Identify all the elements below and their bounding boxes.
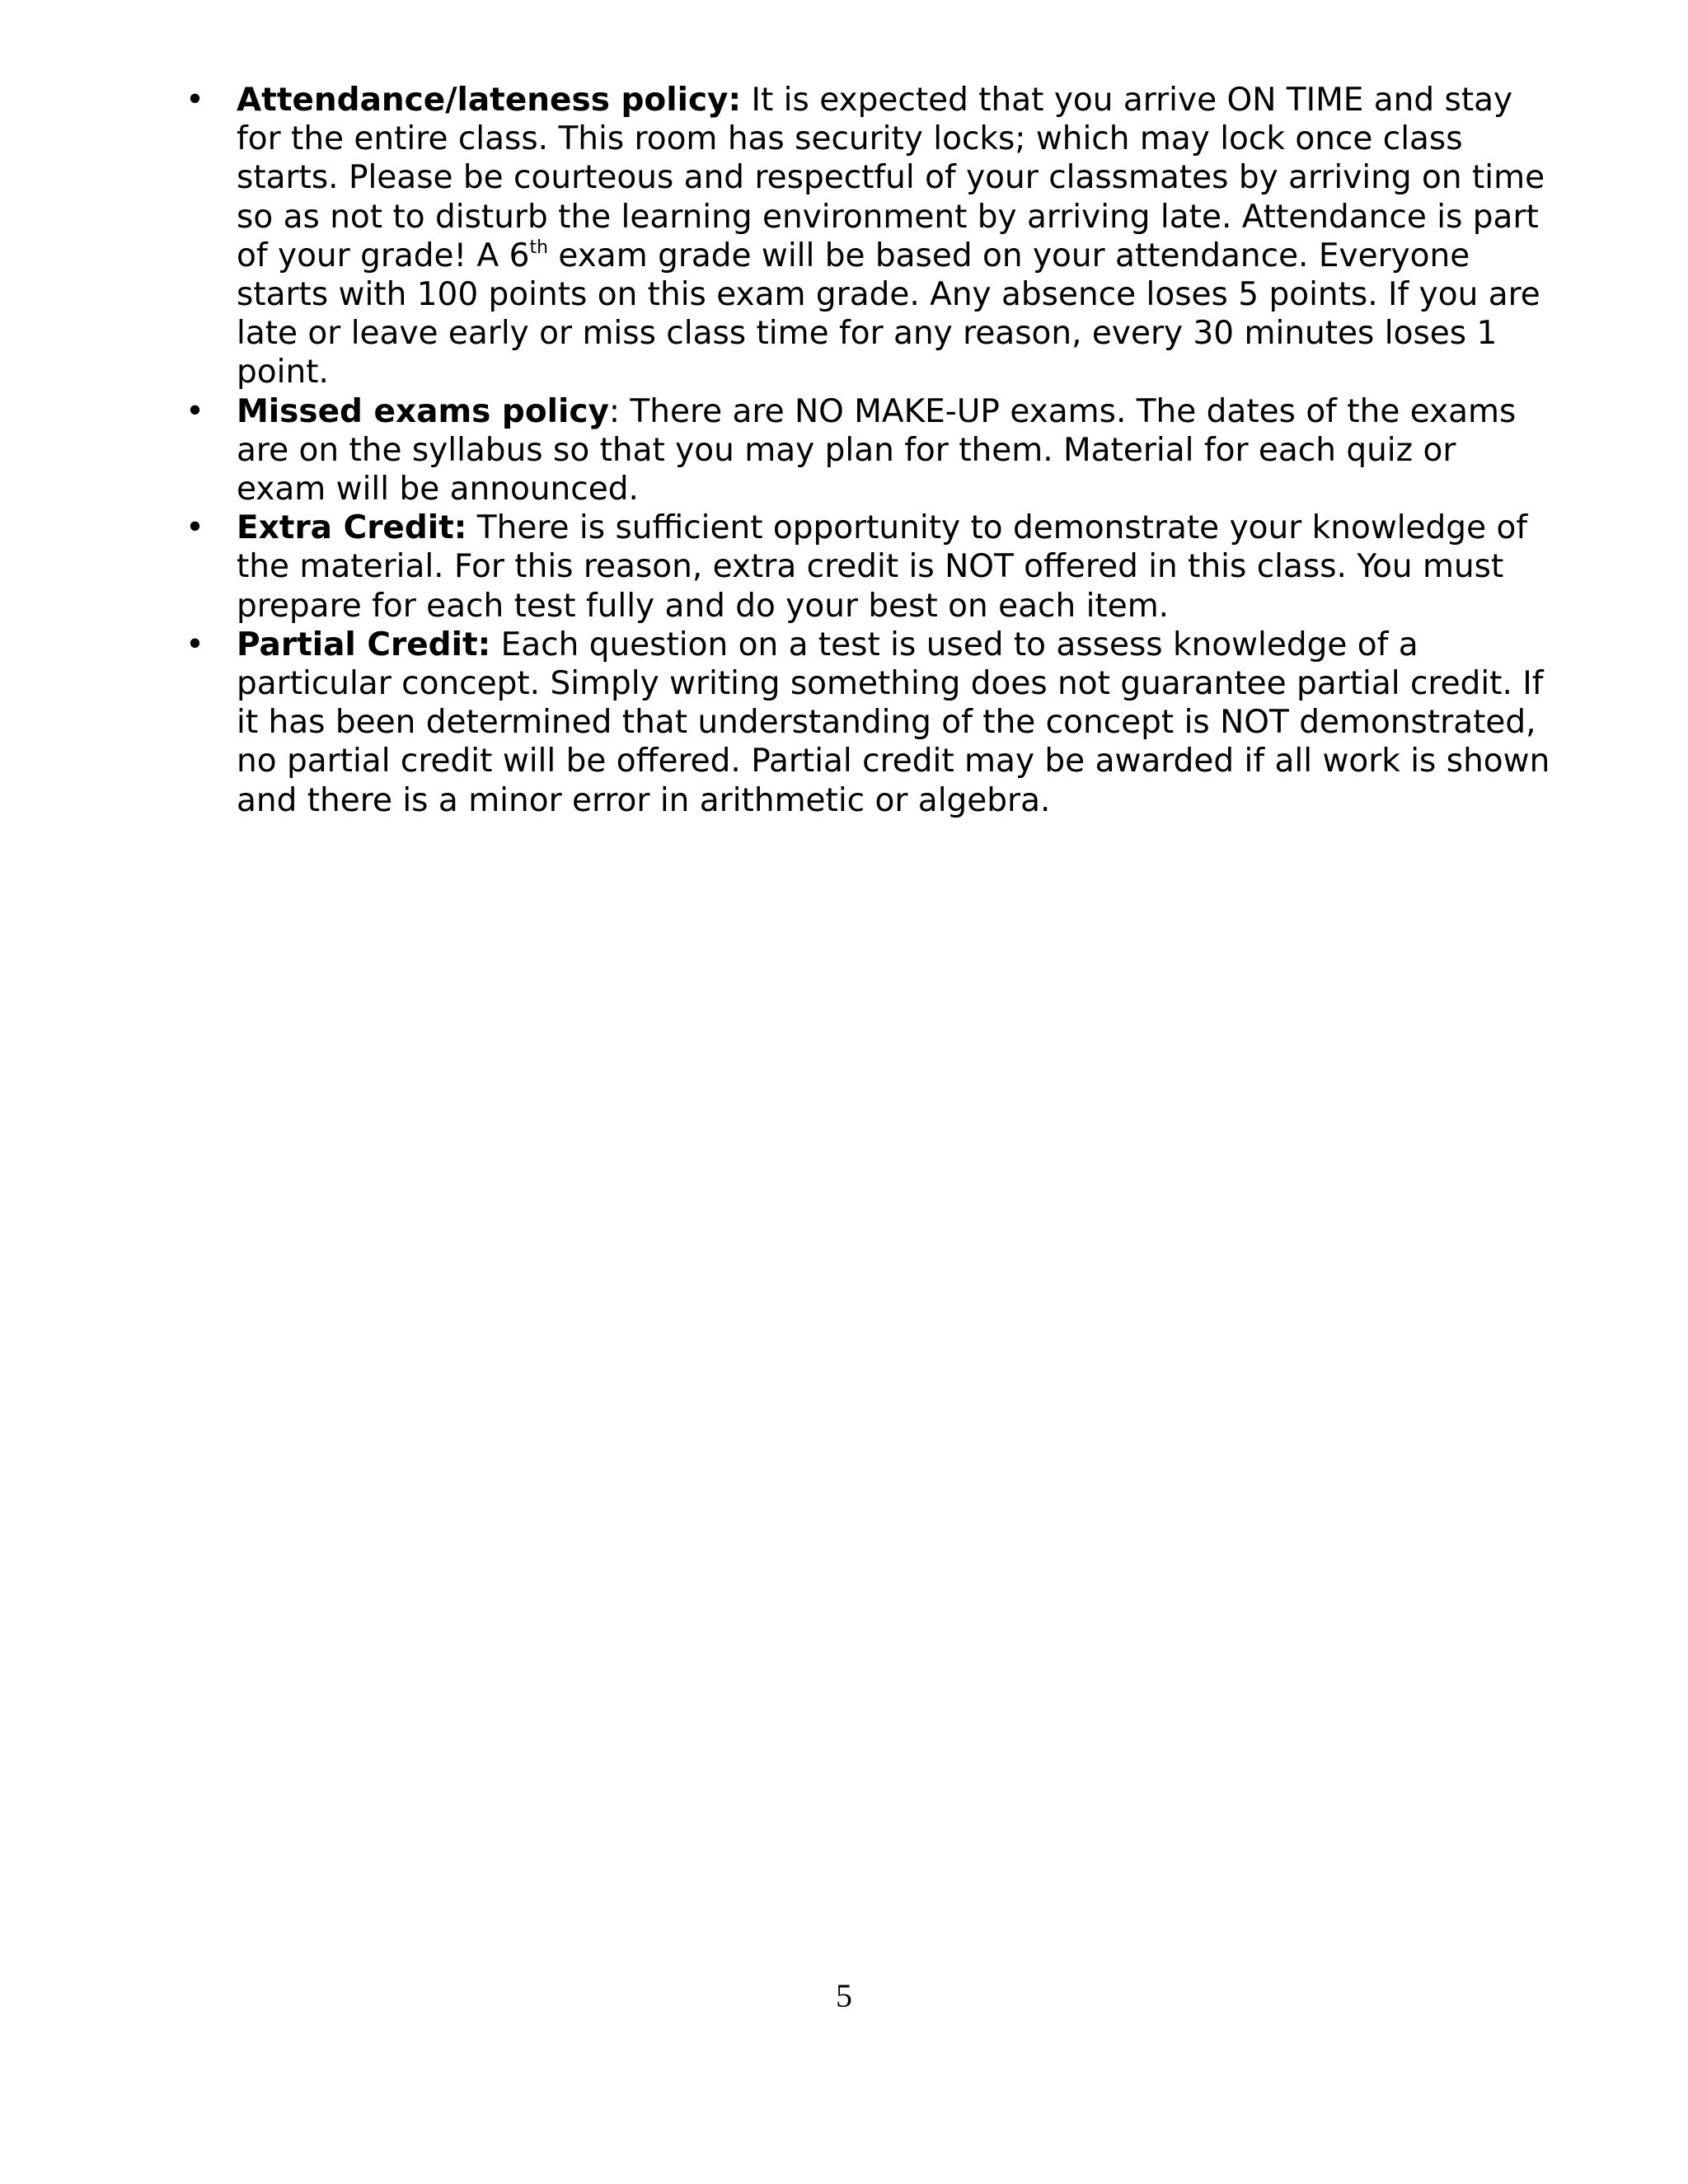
policy-item-attendance bbox=[185, 81, 1554, 392]
bullet-icon: • bbox=[185, 82, 205, 119]
policy-text-extra-credit: There is sufficient opportunity to demonstrate your knowledge of the material. For this reason, extra credit is NOT offered in this class. You must prepare for each test fully and do your best on each item. bbox=[237, 509, 1528, 625]
ordinal-superscript: th bbox=[529, 237, 549, 258]
policy-text-missed-exams: : There are NO MAKE-UP exams. The dates of the exams are on the syllabus so that you may plan for them. Material for each quiz or exam will be announced. bbox=[237, 392, 1517, 509]
page-number: 5 bbox=[836, 1977, 852, 2014]
policy-item-extra-credit bbox=[185, 509, 1554, 626]
policy-text-partial-credit: Each question on a test is used to assess knowledge of a particular concept. Simply writing something does not guarantee partial credit. If it has been determined that understanding of the concept is NOT demonstrated, no partial credit will be offered. Partial credit may be awarded if all work is shown and there is a minor error in arithmetic or algebra. bbox=[237, 626, 1550, 819]
policy-item-missed-exams bbox=[185, 392, 1554, 509]
policy-heading-extra-credit: Extra Credit: bbox=[237, 509, 467, 547]
policy-heading-attendance: Attendance/lateness policy: bbox=[237, 82, 742, 119]
policy-heading-partial-credit: Partial Credit: bbox=[237, 626, 491, 663]
policy-heading-missed-exams: Missed exams policy bbox=[237, 392, 609, 430]
policy-item-partial-credit bbox=[185, 626, 1554, 820]
bullet-icon: • bbox=[185, 509, 205, 547]
bullet-icon: • bbox=[185, 392, 205, 430]
bullet-icon: • bbox=[185, 626, 205, 663]
policy-text-attendance-part1: It is expected that you arrive ON TIME and stay for the entire class. This room has security locks; which may lock once class starts. Please be courteous and respectful of your classmates by arriving on time so as not to disturb the learning environment by arriving late. Attendance is part of your grade! A 6 bbox=[237, 82, 1545, 274]
policy-list bbox=[185, 81, 1554, 820]
policy-text-attendance-part2: exam grade will be based on your attendance. Everyone starts with 100 points on this exam grade. Any absence loses 5 points. If you are late or leave early or miss class time for any reason, every 30 minutes loses 1 point. bbox=[237, 237, 1540, 391]
